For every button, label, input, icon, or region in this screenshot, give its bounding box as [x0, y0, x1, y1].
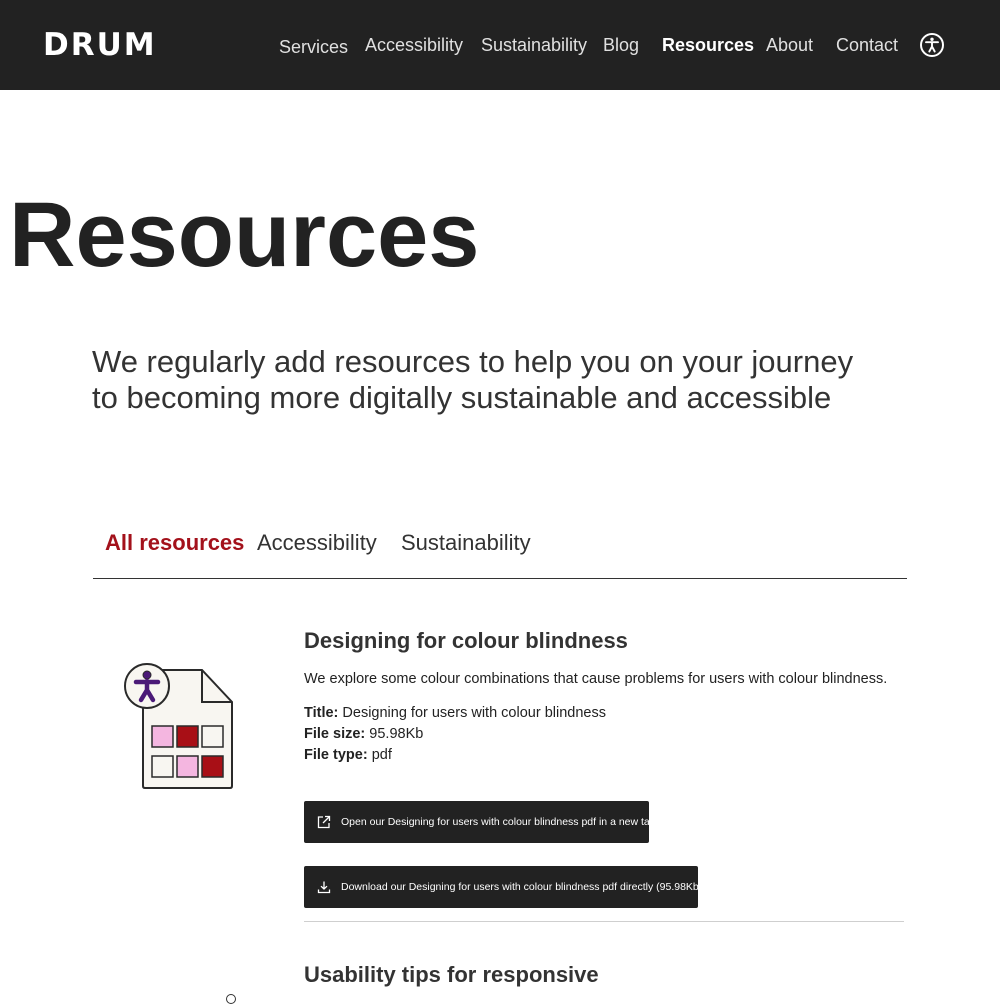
resource-title[interactable]: Designing for colour blindness	[304, 628, 628, 653]
meta-size-label: File size:	[304, 726, 366, 742]
tab-all-resources[interactable]: All resources	[105, 530, 245, 555]
meta-type-value: pdf	[371, 747, 392, 763]
document-accessibility-icon	[120, 660, 238, 792]
site-header	[0, 0, 1000, 90]
nav-item-resources[interactable]: Resources	[662, 35, 755, 55]
resource-meta-size	[304, 724, 423, 744]
nav-item-blog[interactable]: Blog	[603, 35, 640, 55]
meta-size-value: 95.98Kb	[369, 726, 424, 742]
nav-item-services[interactable]: Services	[279, 37, 349, 57]
tab-sustainability[interactable]: Sustainability	[401, 530, 531, 555]
meta-type-label: File type:	[304, 747, 368, 763]
download-pdf-button[interactable]	[304, 866, 703, 908]
page-title: Resources	[9, 184, 480, 286]
nav-item-contact[interactable]: Contact	[836, 35, 899, 55]
accessibility-icon[interactable]	[920, 33, 944, 57]
meta-title-label: Title:	[304, 705, 339, 721]
resource-description: We explore some colour combinations that cause problems for users with colour blindness.	[304, 671, 888, 687]
tab-accessibility[interactable]: Accessibility	[257, 530, 377, 555]
download-pdf-label: Download our Designing for users with colour blindness pdf directly (95.98Kb)	[341, 881, 703, 893]
open-pdf-button[interactable]	[304, 801, 656, 843]
resource-filter-tabs	[93, 528, 907, 579]
resource-divider	[304, 921, 904, 922]
resource-meta-type	[304, 745, 392, 765]
resource-meta-title	[304, 703, 606, 723]
download-icon	[317, 880, 331, 894]
external-link-icon	[317, 815, 331, 829]
nav-item-accessibility[interactable]: Accessibility	[365, 35, 464, 55]
nav-item-sustainability[interactable]: Sustainability	[481, 35, 588, 55]
open-pdf-label: Open our Designing for users with colour blindness pdf in a new tab	[341, 816, 656, 828]
drum-logo[interactable]: DRUM	[43, 27, 157, 63]
nav-item-about[interactable]: About	[766, 35, 814, 55]
meta-title-value: Designing for users with colour blindness	[342, 705, 606, 721]
resource-title-2[interactable]: Usability tips for responsive	[304, 962, 599, 987]
resource-icon-2	[226, 994, 236, 1004]
page-intro: We regularly add resources to help you on your journey to becoming more digitally sustainable and accessible	[92, 344, 854, 415]
